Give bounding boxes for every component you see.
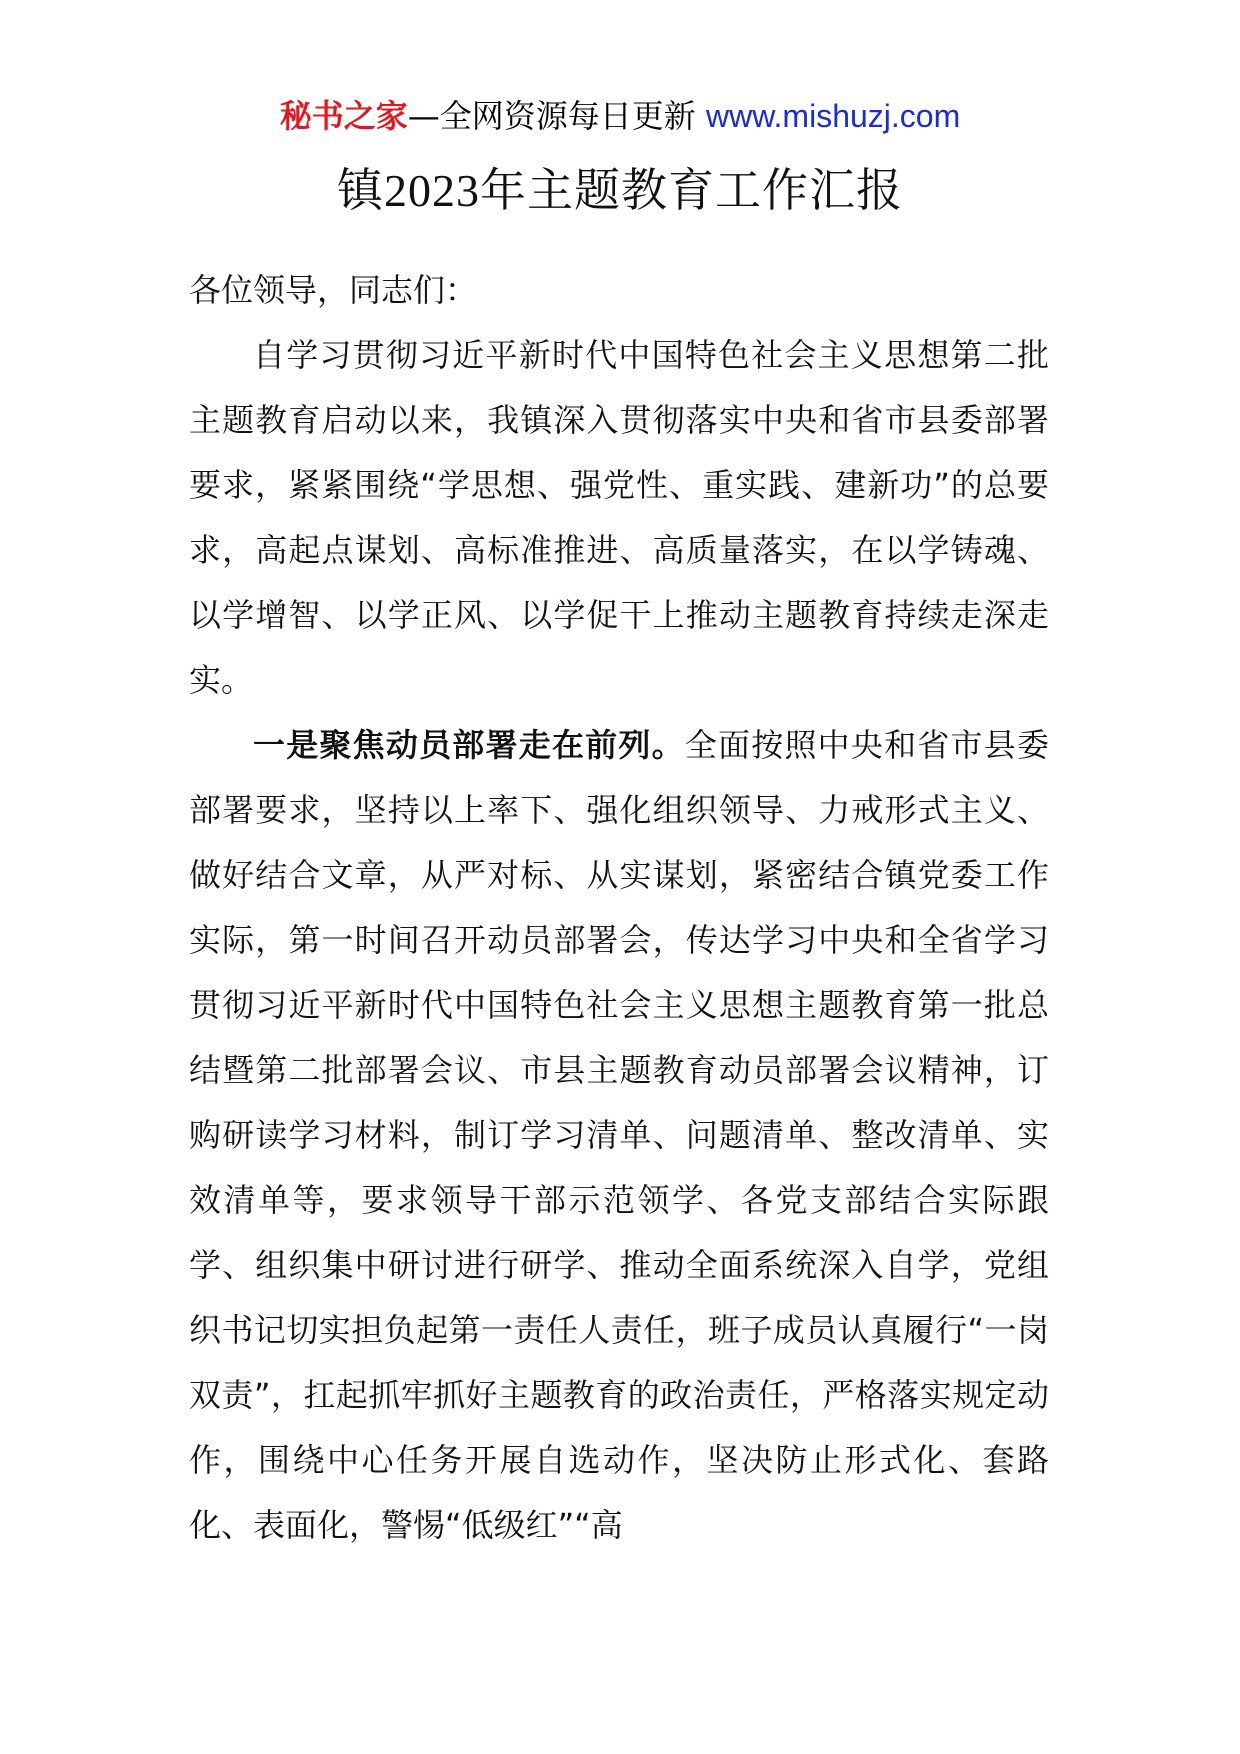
- title-year: 2023: [384, 165, 480, 216]
- title-prefix: 镇: [337, 163, 384, 217]
- document-body: [189, 258, 1049, 1558]
- site-banner: [0, 96, 1240, 136]
- brand-name: 秘书之家: [279, 97, 408, 135]
- banner-tagline: —全网资源每日更新: [407, 97, 706, 135]
- greeting: 各位领导，同志们：: [189, 271, 478, 309]
- paragraph-section-one: [189, 713, 1049, 1558]
- document-title: [0, 160, 1240, 221]
- section-one-body: 全面按照中央和省市县委部署要求，坚持以上率下、强化组织领导、力戒形式主义、做好结合文章，从严对标、从实谋划，紧密结合镇党委工作实际，第一时间召开动员部署会，传达学习中央和全省学习贯彻习近平新时代中国特色社会主义思想主题教育第一批总结暨第二批部署会议、市县主题教育动员部署会议精神，订购研读学习材料，制订学习清单、问题清单、整改清单、实效清单等，要求领导干部示范领学、各党支部结合实际跟学、组织集中研讨进行研学、推动全面系统深入自学，党组织书记切实担负起第一责任人责任，班子成员认真履行“一岗双责”，扛起抓牢抓好主题教育的政治责任，严格落实规定动作，围绕中心任务开展自选动作，坚决防止形式化、套路化、表面化，警惕“低级红”“高: [189, 726, 1049, 1544]
- title-suffix: 年主题教育工作汇报: [480, 163, 903, 217]
- site-url[interactable]: www.mishuzj.com: [705, 98, 961, 134]
- paragraph-intro: 自学习贯彻习近平新时代中国特色社会主义思想第二批主题教育启动以来，我镇深入贯彻落实中央和省市县委部署要求，紧紧围绕“学思想、强党性、重实践、建新功”的总要求，高起点谋划、高标准推进、高质量落实，在以学铸魂、以学增智、以学正风、以学促干上推动主题教育持续走深走实。: [189, 336, 1049, 699]
- section-one-heading: 一是聚焦动员部署走在前列。: [253, 726, 685, 764]
